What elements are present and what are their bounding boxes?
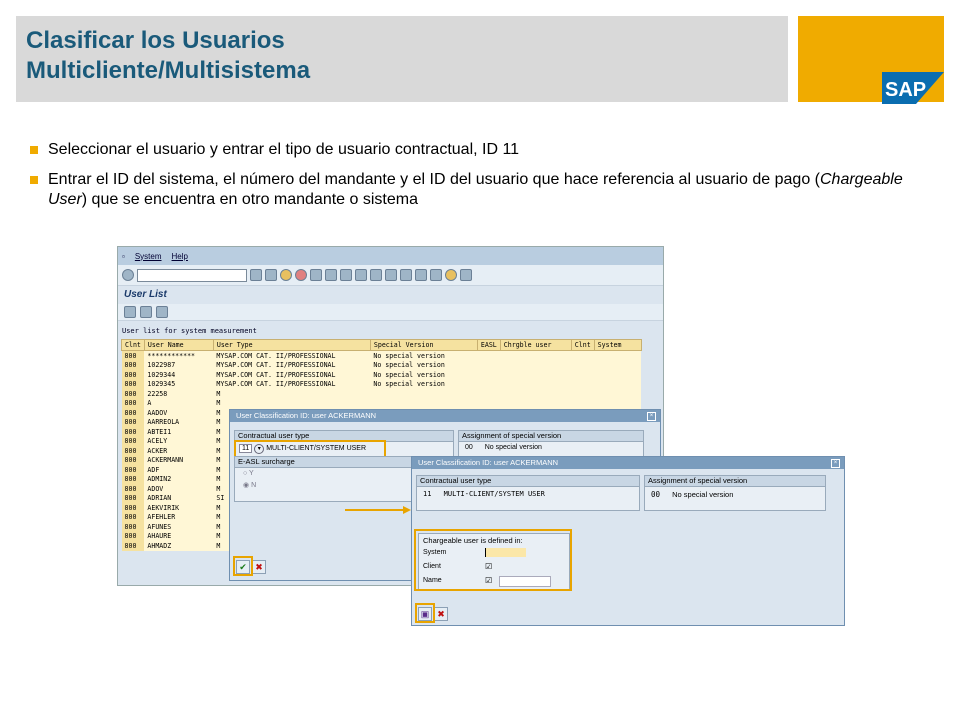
table-cell: No special version (370, 351, 477, 361)
table-cell: No special version (370, 380, 477, 390)
table-cell (594, 380, 641, 390)
save-icon[interactable]: ▣ (418, 607, 432, 621)
application-toolbar (118, 304, 663, 321)
menu-system[interactable]: System (134, 251, 162, 261)
table-cell: ADOV (144, 484, 213, 494)
dropdown-icon[interactable]: ▾ (254, 444, 264, 454)
sap-logo (882, 72, 944, 104)
table-row[interactable] (122, 370, 642, 380)
new-session-icon[interactable] (415, 269, 427, 281)
table-cell (370, 389, 477, 399)
contractual-label: Contractual user type (235, 431, 453, 442)
table-cell (477, 361, 500, 371)
highlight-save (415, 603, 435, 623)
table-cell (500, 370, 571, 380)
table-cell: M (213, 427, 370, 437)
table-cell (500, 380, 571, 390)
contractual-group-2 (416, 475, 640, 511)
table-cell (477, 351, 500, 361)
list-title: User list for system measurement (122, 327, 257, 335)
highlight-confirm (233, 556, 253, 576)
special-row-2 (645, 487, 825, 502)
contractual-value: MULTI-CLIENT/SYSTEM USER (266, 445, 367, 452)
bullet-2: Entrar el ID del sistema, el número del mandante y el ID del usuario que hace referencia al usuario de pago (Chargeable User) que se encuentra en otro mandante o sistema (30, 170, 910, 210)
table-cell: M (213, 437, 370, 447)
table-cell: ************ (144, 351, 213, 361)
special-value: No special version (484, 444, 542, 451)
easl-label: E-ASL surcharge (235, 457, 453, 468)
table-cell (571, 351, 594, 361)
contractual-id[interactable]: 11 (239, 444, 252, 453)
table-cell: AEKVIRIK (144, 503, 213, 513)
special-id-2[interactable]: 00 (651, 490, 661, 499)
table-cell: 800 (122, 351, 145, 361)
slide-title: Clasificar los Usuarios Multicliente/Multisistema (26, 27, 311, 84)
dialog-1-titlebar (230, 410, 660, 422)
menu-icon[interactable]: ▫ (122, 251, 125, 261)
table-cell: M (213, 465, 370, 475)
table-cell: M (213, 418, 370, 428)
system-toolbar (118, 265, 663, 286)
table-cell: No special version (370, 361, 477, 371)
table-cell: 800 (122, 427, 145, 437)
table-cell: ACKERMANN (144, 456, 213, 466)
table-cell: ADRIAN (144, 494, 213, 504)
command-field[interactable] (137, 269, 247, 282)
table-cell: 800 (122, 513, 145, 523)
table-cell: M (213, 484, 370, 494)
table-cell: MYSAP.COM CAT. II/PROFESSIONAL (213, 370, 370, 380)
table-cell (571, 370, 594, 380)
table-cell: 1022987 (144, 361, 213, 371)
table-cell: M (213, 446, 370, 456)
table-cell (594, 399, 641, 409)
confirm-check-icon[interactable]: ✔ (236, 560, 250, 574)
table-cell: M (213, 503, 370, 513)
table-cell (594, 351, 641, 361)
col-special-version[interactable]: Special Version (370, 340, 477, 351)
table-cell: 800 (122, 361, 145, 371)
contractual-row-2 (417, 487, 639, 501)
arrow-icon (345, 505, 411, 515)
table-cell: No special version (370, 370, 477, 380)
col-clnt[interactable]: Clnt (122, 340, 145, 351)
classification-dialog-2 (411, 456, 845, 626)
table-cell: 800 (122, 484, 145, 494)
table-cell: M (213, 456, 370, 466)
cancel-x-icon[interactable]: ✖ (434, 607, 448, 621)
table-cell (571, 399, 594, 409)
print-icon[interactable] (310, 269, 322, 281)
bullet-list (30, 140, 910, 220)
table-row[interactable] (122, 389, 642, 399)
table-cell (571, 380, 594, 390)
svg-text:SAP: SAP (885, 79, 927, 101)
special-version-group (458, 430, 644, 458)
table-cell (370, 399, 477, 409)
table-cell (477, 380, 500, 390)
last-page-icon[interactable] (400, 269, 412, 281)
table-cell: M (213, 513, 370, 523)
col-user-type[interactable]: User Type (213, 340, 370, 351)
table-cell: M (213, 522, 370, 532)
table-cell: 800 (122, 475, 145, 485)
table-cell: 800 (122, 494, 145, 504)
find-icon[interactable] (325, 269, 337, 281)
easl-opt-n[interactable]: ◉ N (243, 482, 257, 489)
name-label: Name (423, 577, 442, 584)
table-cell: 22258 (144, 389, 213, 399)
table-cell: 800 (122, 541, 145, 551)
close-icon[interactable]: × (647, 412, 656, 421)
chargeable-label: Chargeable user is defined in: (423, 536, 523, 545)
menu-help[interactable]: Help (171, 251, 188, 261)
exit-icon[interactable] (280, 269, 292, 281)
find-next-icon[interactable] (340, 269, 352, 281)
table-row[interactable] (122, 399, 642, 409)
dialog-2-title: User Classification ID: user ACKERMANN (418, 458, 559, 467)
table-cell (500, 361, 571, 371)
cancel-icon[interactable] (295, 269, 307, 281)
table-cell: 800 (122, 418, 145, 428)
enter-icon[interactable] (122, 269, 134, 281)
table-cell: AHAURE (144, 532, 213, 542)
contractual-label-2: Contractual user type (417, 476, 639, 487)
prev-page-icon[interactable] (370, 269, 382, 281)
special-value-2: No special version (672, 490, 734, 499)
layout-icon[interactable] (460, 269, 472, 281)
table-cell: M (213, 399, 370, 409)
bullet-1: Seleccionar el usuario y entrar el tipo de usuario contractual, ID 11 (30, 140, 910, 160)
table-cell: ADF (144, 465, 213, 475)
table-cell: ACELY (144, 437, 213, 447)
table-cell (500, 389, 571, 399)
dialog-2-titlebar (412, 457, 844, 469)
title-bar (16, 16, 788, 102)
table-cell: 800 (122, 503, 145, 513)
table-cell (594, 370, 641, 380)
table-cell: A (144, 399, 213, 409)
first-page-icon[interactable] (355, 269, 367, 281)
table-cell: 800 (122, 380, 145, 390)
special-row (459, 442, 643, 453)
table-cell (477, 389, 500, 399)
back-icon[interactable] (250, 269, 262, 281)
table-cell (500, 399, 571, 409)
cancel-x-icon[interactable]: ✖ (252, 560, 266, 574)
col-system[interactable]: System (594, 340, 641, 351)
screen-title: User List (118, 286, 663, 304)
table-cell: 800 (122, 437, 145, 447)
help-icon[interactable] (445, 269, 457, 281)
print-list-icon[interactable] (124, 306, 136, 318)
client-label: Client (423, 563, 441, 570)
table-row[interactable] (122, 361, 642, 371)
special-version-group-2 (644, 475, 826, 511)
easl-opt-y[interactable]: ○ Y (243, 470, 254, 477)
contractual-value-2: MULTI-CLIENT/SYSTEM USER (443, 490, 545, 498)
table-cell: ADMIN2 (144, 475, 213, 485)
dialog-1-title: User Classification ID: user ACKERMANN (236, 411, 377, 420)
table-cell: 800 (122, 522, 145, 532)
table-row[interactable] (122, 380, 642, 390)
table-cell: 800 (122, 389, 145, 399)
table-cell: AADOV (144, 408, 213, 418)
table-cell: M (213, 408, 370, 418)
table-cell: 800 (122, 532, 145, 542)
table-cell: M (213, 475, 370, 485)
system-label: System (423, 549, 447, 556)
table-cell: AFUNES (144, 522, 213, 532)
table-cell (571, 389, 594, 399)
table-cell: SI (213, 494, 370, 504)
table-cell: M (213, 541, 370, 551)
client-required-icon[interactable]: ☑ (485, 562, 493, 571)
table-cell (477, 370, 500, 380)
table-cell: ABTEI1 (144, 427, 213, 437)
table-row[interactable] (122, 351, 642, 361)
table-cell: 800 (122, 399, 145, 409)
menu-bar (118, 247, 663, 265)
col-easl[interactable]: EASL (477, 340, 500, 351)
table-cell: 1029344 (144, 370, 213, 380)
table-cell (571, 361, 594, 371)
name-required-icon[interactable]: ☑ (485, 576, 493, 585)
table-cell: 800 (122, 465, 145, 475)
highlight-chargeable (414, 529, 572, 591)
table-cell: 800 (122, 446, 145, 456)
table-cell: MYSAP.COM CAT. II/PROFESSIONAL (213, 361, 370, 371)
table-cell: MYSAP.COM CAT. II/PROFESSIONAL (213, 380, 370, 390)
table-cell: AFEHLER (144, 513, 213, 523)
table-cell: 800 (122, 456, 145, 466)
special-label: Assignment of special version (459, 431, 643, 442)
next-page-icon[interactable] (385, 269, 397, 281)
table-cell (500, 351, 571, 361)
table-cell (594, 361, 641, 371)
filter-icon[interactable] (140, 306, 152, 318)
table-cell: MYSAP.COM CAT. II/PROFESSIONAL (213, 351, 370, 361)
table-cell: 1029345 (144, 380, 213, 390)
col-user-name[interactable]: User Name (144, 340, 213, 351)
table-cell: 800 (122, 408, 145, 418)
col-chargeable-user[interactable]: Chrgble user (500, 340, 571, 351)
shortcut-icon[interactable] (430, 269, 442, 281)
table-header (122, 340, 642, 351)
special-id[interactable]: 00 (465, 444, 473, 451)
table-cell (477, 399, 500, 409)
table-cell: AHMADZ (144, 541, 213, 551)
col-clnt-2[interactable]: Clnt (571, 340, 594, 351)
table-cell: M (213, 389, 370, 399)
close-icon[interactable]: × (831, 459, 840, 468)
special-label-2: Assignment of special version (645, 476, 825, 487)
table-cell: ACKER (144, 446, 213, 456)
detail-icon[interactable] (156, 306, 168, 318)
table-cell (594, 389, 641, 399)
table-cell: 800 (122, 370, 145, 380)
table-cell: M (213, 532, 370, 542)
save-icon[interactable] (265, 269, 277, 281)
contractual-id-2[interactable]: 11 (423, 490, 432, 498)
table-cell: AARREOLA (144, 418, 213, 428)
